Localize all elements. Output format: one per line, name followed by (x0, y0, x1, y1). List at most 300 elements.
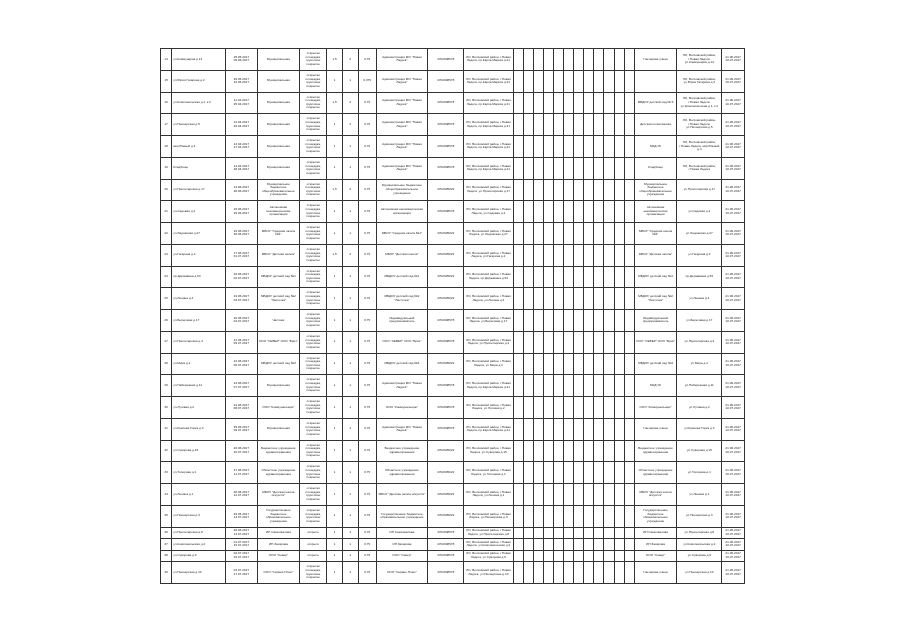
cell-empty (614, 49, 624, 71)
cell-b: 1 (342, 136, 358, 158)
cell-empty (574, 136, 584, 158)
cell-empty (553, 527, 563, 539)
cell-src: ул.Пионерская д.3 (677, 505, 722, 527)
cell-type: открытая площадка, грунтовое покрытие (300, 179, 327, 201)
cell-owner: ООО "Север" (376, 550, 428, 562)
cell-empty (614, 266, 624, 288)
cell-empty (564, 562, 574, 584)
cell-d2: 21.06.2017 10.07.2017 (722, 397, 745, 419)
cell-cat: Областное учреждение здравоохранения (257, 462, 300, 484)
cell-type: открытая площадка, грунтовое покрытие (300, 288, 327, 310)
cell-empty (574, 114, 584, 136)
cell-empty (574, 70, 584, 92)
cell-dates: 13.04.2017 27.04.2017 (226, 136, 257, 158)
cell-n: 31 (161, 418, 172, 440)
cell-a: 1 (327, 527, 343, 539)
table-row (161, 244, 745, 266)
cell-inn: 4702005022 (428, 505, 464, 527)
cell-addr: ул.Ленина д.1 (172, 484, 226, 506)
cell-empty (513, 331, 523, 353)
cell-empty (604, 201, 614, 223)
cell-empty (614, 201, 624, 223)
cell-empty (604, 179, 614, 201)
cell-type: открытая площадка, грунтовое покрытие (300, 484, 327, 506)
cell-inn: 4702005022 (428, 179, 464, 201)
cell-b: 2 (342, 114, 358, 136)
table-row (161, 310, 745, 332)
cell-dates: 28.06.2017 12.07.2017 (226, 484, 257, 506)
cell-empty (624, 157, 634, 179)
cell-empty (624, 244, 634, 266)
cell-empty (584, 70, 594, 92)
cell-empty (533, 527, 543, 539)
cell-empty (574, 550, 584, 562)
cell-cat: МБДОУ детский сад №3 (257, 353, 300, 375)
cell-empty (564, 244, 574, 266)
cell-empty (523, 397, 533, 419)
cell-empty (564, 462, 574, 484)
cell-inn: 4702005022 (428, 266, 464, 288)
cell-cat: МБДОУ детский сад №2 "Ласточка" (257, 288, 300, 310)
cell-d2: 21.06.2017 10.07.2017 (722, 353, 745, 375)
cell-c: 0,75 (358, 201, 376, 223)
cell-src: ул.Пролетарская д.4 (677, 331, 722, 353)
cell-empty (594, 136, 604, 158)
cell-type: открытая площадка, грунтовое покрытие (300, 353, 327, 375)
cell-empty (584, 49, 594, 71)
cell-b: 1 (342, 527, 358, 539)
cell-empty (574, 505, 584, 527)
cell-empty (614, 157, 624, 179)
cell-b: 1 (342, 397, 358, 419)
cell-n: 18 (161, 136, 172, 158)
cell-cat: ООО "СЕВЕР" ООО "Бриз" (257, 331, 300, 353)
cell-oaddr: ЛО, Волховский район, г.Новая Ладога, ул.Топорова д.1 (464, 462, 513, 484)
cell-src: ул.Пионерская д.10 (677, 562, 722, 584)
cell-empty (513, 157, 523, 179)
cell-empty (553, 484, 563, 506)
cell-src: ЛО, Волховский район, г.Новая Ладога, ул.Пионерская д.5 (677, 114, 722, 136)
cell-d2: 21.06.2017 10.07.2017 (722, 92, 745, 114)
cell-c: 0,75 (358, 157, 376, 179)
cell-empty (604, 49, 614, 71)
cell-empty (533, 244, 543, 266)
cell-c: 0,75 (358, 331, 376, 353)
cell-empty (564, 288, 574, 310)
cell-empty (584, 157, 594, 179)
cell-a: 1 (327, 418, 343, 440)
cell-empty (584, 440, 594, 462)
cell-n: 15 (161, 70, 172, 92)
cell-empty (564, 49, 574, 71)
cell-n: 14 (161, 49, 172, 71)
cell-c: 0,75 (358, 288, 376, 310)
cell-src: ЛО, Волховский район, г.Новая Ладога (677, 157, 722, 179)
cell-oaddr: ЛО, Волховский район, г.Новая Ладога, ул.Луговая д.2 (464, 397, 513, 419)
cell-empty (543, 550, 553, 562)
cell-addr: ул.Гагарина д.2 (172, 244, 226, 266)
cell-empty (624, 550, 634, 562)
cell-empty (574, 353, 584, 375)
cell-addr: пр.Державина д.54 (172, 266, 226, 288)
cell-empty (584, 505, 594, 527)
cell-d2: 21.06.2017 10.07.2017 (722, 375, 745, 397)
cell-inn: 4702008578 (428, 331, 464, 353)
cell-empty (533, 114, 543, 136)
cell-empty (543, 179, 553, 201)
table-row (161, 70, 745, 92)
cell-c: 0,75 (358, 49, 376, 71)
cell-srv: МБОУ "Детская школа искусств" (634, 484, 677, 506)
table-row (161, 92, 745, 114)
cell-src: ул.Топорова д.1 (677, 462, 722, 484)
cell-src: ул.Ладожская д.27 (677, 223, 722, 245)
cell-empty (604, 92, 614, 114)
cell-a: 1 (327, 223, 343, 245)
cell-a: 1 (327, 266, 343, 288)
cell-oaddr: ЛО, Волховский район, г.Новая Ладога, пр.Карла Маркса д.21 (464, 136, 513, 158)
table-row (161, 157, 745, 179)
cell-dates: 03.07.2017 17.07.2017 (226, 562, 257, 584)
cell-empty (584, 244, 594, 266)
cell-empty (553, 310, 563, 332)
cell-empty (533, 223, 543, 245)
table-row (161, 440, 745, 462)
cell-empty (614, 310, 624, 332)
cell-addr: ул.Пролетарская д.8 (172, 527, 226, 539)
cell-srv: ИП Захарова (634, 539, 677, 551)
cell-d2: 21.06.2017 10.07.2017 (722, 310, 745, 332)
cell-inn: 4702008578 (428, 418, 464, 440)
cell-src: ЛО, Волховский район, г.Новая Ладога, ул.Комсомольская д.1, к.2 (677, 92, 722, 114)
cell-empty (564, 539, 574, 551)
cell-empty (533, 288, 543, 310)
cell-addr: ул.Ленина д.4 (172, 288, 226, 310)
cell-empty (553, 288, 563, 310)
cell-empty (553, 397, 563, 419)
cell-dates: 11.04.2017 25.04.2017 (226, 92, 257, 114)
cell-empty (513, 550, 523, 562)
cell-oaddr: ЛО, Волховский район, г.Новая Ладога, ул.Пионерская д.3 (464, 505, 513, 527)
cell-d2: 21.06.2017 10.07.2017 (722, 527, 745, 539)
cell-type: открытая площадка, грунтовое покрытие (300, 92, 327, 114)
cell-owner: Государственное бюджетное образовательное учреждение (376, 505, 428, 527)
cell-empty (614, 92, 624, 114)
cell-dates: 16.06.2017 30.06.2017 (226, 223, 257, 245)
cell-type: открытая площадка, грунтовое покрытие (300, 114, 327, 136)
cell-src: ул.Суворова д.15 (677, 440, 722, 462)
cell-empty (594, 157, 604, 179)
cell-type: открытая площадка, грунтовое покрытие (300, 440, 327, 462)
cell-empty (523, 353, 533, 375)
cell-a: 1 (327, 70, 343, 92)
cell-srv: Государственное бюджетное образовательное учреждение (634, 505, 677, 527)
cell-inn: 4702008578 (428, 201, 464, 223)
cell-empty (523, 288, 533, 310)
cell-dates: 21.06.2017 05.07.2017 (226, 331, 257, 353)
cell-dates: 30.06.2017 14.07.2017 (226, 527, 257, 539)
cell-addr: ул.Суворова д.9 (172, 550, 226, 562)
cell-empty (564, 157, 574, 179)
cell-empty (584, 136, 594, 158)
cell-oaddr: ЛО, Волховский район, г.Новая Ладога, ул.Комсомольская д.2 (464, 539, 513, 551)
cell-empty (624, 92, 634, 114)
cell-cat: Муниципальная (257, 418, 300, 440)
cell-empty (533, 331, 543, 353)
cell-cat: МБОУ "Средняя школа №1" (257, 223, 300, 245)
cell-owner: Индивидуальный предприниматель (376, 310, 428, 332)
cell-oaddr: ЛО, Волховский район, г.Новая Ладога, пр.Карла Маркса д.21 (464, 418, 513, 440)
cell-type: открытая площадка, грунтовое покрытие (300, 375, 327, 397)
cell-c: 0,75 (358, 418, 376, 440)
cell-empty (553, 201, 563, 223)
cell-addr: ул.Комсомольская д.1, к.2 (172, 92, 226, 114)
cell-n: 39 (161, 562, 172, 584)
cell-empty (553, 157, 563, 179)
cell-empty (543, 353, 553, 375)
cell-empty (533, 505, 543, 527)
cell-srv: Муниципальное бюджетное общеобразовательное учреждение (634, 179, 677, 201)
cell-empty (523, 266, 533, 288)
table-row (161, 375, 745, 397)
cell-type: открытая площадка, грунтовое покрытие (300, 136, 327, 158)
cell-empty (513, 49, 523, 71)
cell-empty (564, 331, 574, 353)
cell-srv: МКД УК (634, 136, 677, 158)
cell-empty (594, 49, 604, 71)
cell-c: 0,75 (358, 266, 376, 288)
cell-empty (594, 484, 604, 506)
cell-b: 1 (342, 310, 358, 332)
cell-c: 0,75 (358, 440, 376, 462)
cell-type: открытая площадка, грунтовое покрытие (300, 397, 327, 419)
cell-n: 29 (161, 375, 172, 397)
cell-dates: 02.07.2017 16.07.2017 (226, 550, 257, 562)
cell-d2: 21.06.2017 10.07.2017 (722, 157, 745, 179)
cell-empty (564, 375, 574, 397)
cell-empty (614, 550, 624, 562)
cell-empty (523, 375, 533, 397)
cell-empty (553, 440, 563, 462)
cell-empty (553, 375, 563, 397)
cell-empty (624, 49, 634, 71)
cell-empty (604, 527, 614, 539)
cell-empty (614, 223, 624, 245)
cell-b: 2 (342, 179, 358, 201)
cell-empty (513, 505, 523, 527)
table-row (161, 201, 745, 223)
cell-empty (624, 310, 634, 332)
cell-empty (574, 49, 584, 71)
cell-owner: Администрация МО "Новая Ладога" (376, 49, 428, 71)
cell-d2: 21.06.2017 10.07.2017 (722, 136, 745, 158)
cell-empty (564, 418, 574, 440)
cell-b: 1 (342, 484, 358, 506)
cell-d2: 21.06.2017 10.07.2017 (722, 244, 745, 266)
cell-empty (533, 266, 543, 288)
cell-empty (513, 527, 523, 539)
cell-addr: ул.Пионерская д.10 (172, 562, 226, 584)
cell-c: 0,75 (358, 310, 376, 332)
cell-empty (574, 331, 584, 353)
cell-empty (574, 462, 584, 484)
cell-owner: МБОУ "Детская школа" (376, 244, 428, 266)
cell-owner: Бюджетное учреждение здравоохранения (376, 440, 428, 462)
cell-c: 0,75 (358, 527, 376, 539)
cell-b: 1 (342, 550, 358, 562)
cell-d2: 21.06.2017 10.07.2017 (722, 223, 745, 245)
cell-inn: 4702008578 (428, 397, 464, 419)
cell-c: 0,75 (358, 223, 376, 245)
cell-oaddr: ЛО, Волховский район, г.Новая Ладога, ул.Ладожская д.27 (464, 223, 513, 245)
cell-b: 2 (342, 244, 358, 266)
cell-empty (604, 70, 614, 92)
cell-type: открытая площадка, грунтовое покрытие (300, 157, 327, 179)
cell-a: 1,5 (327, 179, 343, 201)
cell-src: ул.Береговая д.17 (677, 310, 722, 332)
cell-owner: Муниципальное бюджетное общеобразовательное учреждение (376, 179, 428, 201)
cell-cat: ООО "Север" (257, 550, 300, 562)
cell-c: 0,75 (358, 244, 376, 266)
cell-empty (564, 114, 574, 136)
cell-cat: Государственное бюджетное образовательное учреждение (257, 505, 300, 527)
table-row (161, 418, 745, 440)
cell-cat: ООО "Коммунальщик" (257, 397, 300, 419)
cell-empty (604, 157, 614, 179)
cell-empty (564, 201, 574, 223)
cell-empty (604, 484, 614, 506)
cell-c: 0,375 (358, 70, 376, 92)
cell-empty (624, 288, 634, 310)
table-row (161, 539, 745, 551)
cell-empty (584, 223, 594, 245)
cell-n: 23 (161, 244, 172, 266)
cell-inn: 4702008578 (428, 157, 464, 179)
cell-c: 0,75 (358, 114, 376, 136)
cell-empty (584, 562, 594, 584)
cell-owner: Администрация МО "Новая Ладога" (376, 92, 428, 114)
cell-empty (594, 179, 604, 201)
cell-empty (523, 562, 533, 584)
cell-empty (513, 136, 523, 158)
cell-empty (513, 288, 523, 310)
cell-a: 1 (327, 331, 343, 353)
cell-empty (543, 157, 553, 179)
cell-empty (604, 462, 614, 484)
cell-empty (523, 114, 533, 136)
cell-empty (584, 375, 594, 397)
cell-src: ул.Комсомольская д.2 (677, 539, 722, 551)
cell-addr: ул.Коммунаров д.14 (172, 49, 226, 71)
cell-empty (523, 244, 533, 266)
cell-empty (543, 92, 553, 114)
cell-oaddr: ЛО, Волховский район, г.Новая Ладога, ул.Пионерская д.10 (464, 562, 513, 584)
cell-type: открытая площадка, грунтовое покрытие (300, 223, 327, 245)
cell-srv: Детская поликлиника (634, 114, 677, 136)
cell-oaddr: ЛО, Волховский район, г.Новая Ладога, пр.Карла Маркса д.21 (464, 92, 513, 114)
cell-empty (523, 539, 533, 551)
cell-empty (584, 353, 594, 375)
cell-empty (594, 70, 604, 92)
cell-srv: МБОУ "Средняя школа №1" (634, 223, 677, 245)
cell-cat: Муниципальная (257, 157, 300, 179)
cell-dates: 25.06.2017 09.07.2017 (226, 418, 257, 440)
cell-empty (604, 331, 614, 353)
cell-d2: 21.06.2017 10.07.2017 (722, 440, 745, 462)
cell-empty (594, 114, 604, 136)
cell-n: 35 (161, 505, 172, 527)
cell-n: 25 (161, 288, 172, 310)
cell-empty (523, 550, 533, 562)
cell-addr: ул.Топорова д.1 (172, 462, 226, 484)
cell-empty (574, 562, 584, 584)
cell-b: 1 (342, 353, 358, 375)
cell-d2: 21.06.2017 10.07.2017 (722, 49, 745, 71)
cell-cat: МБОУ "Детская школа искусств" (257, 484, 300, 506)
cell-owner: Администрация МО "Новая Ладога" (376, 136, 428, 158)
cell-c: 0,75 (358, 179, 376, 201)
cell-empty (624, 562, 634, 584)
cell-inn: 4702008578 (428, 539, 464, 551)
cell-empty (594, 539, 604, 551)
cell-dates: 20.06.2017 04.07.2017 (226, 310, 257, 332)
cell-oaddr: ЛО, Волховский район, г.Новая Ладога, ул.Пролетарская д.17 (464, 179, 513, 201)
cell-empty (624, 397, 634, 419)
cell-empty (523, 179, 533, 201)
cell-b: 1 (342, 157, 358, 179)
cell-src: ЛО, Волховский район, г.Новая Ладога, мкр.Южный д.4 (677, 136, 722, 158)
cell-owner: МБДОУ детский сад №1 (376, 266, 428, 288)
cell-n: 26 (161, 310, 172, 332)
cell-empty (513, 92, 523, 114)
cell-addr: ул.Набережная д.11 (172, 375, 226, 397)
cell-srv: МБДОУ детский сад №2 "Ласточка" (634, 288, 677, 310)
cell-empty (604, 440, 614, 462)
cell-c: 0,75 (358, 505, 376, 527)
cell-cat: Муниципальная (257, 70, 300, 92)
cell-empty (584, 266, 594, 288)
cell-c: 0,75 (358, 539, 376, 551)
cell-empty (574, 539, 584, 551)
cell-n: 32 (161, 440, 172, 462)
cell-empty (594, 331, 604, 353)
cell-src: ул.Садовая д.4 (677, 201, 722, 223)
cell-empty (614, 375, 624, 397)
cell-empty (614, 562, 624, 584)
cell-empty (594, 92, 604, 114)
cell-cat: Частная (257, 310, 300, 332)
cell-dates: 01.07.2017 15.07.2017 (226, 539, 257, 551)
cell-addr: ул.Мира д.2 (172, 353, 226, 375)
cell-b: 1 (342, 505, 358, 527)
registry-table (160, 48, 745, 584)
cell-empty (624, 114, 634, 136)
cell-empty (604, 114, 614, 136)
cell-empty (584, 484, 594, 506)
cell-a: 1 (327, 505, 343, 527)
cell-inn: 4702005022 (428, 484, 464, 506)
cell-n: 27 (161, 331, 172, 353)
cell-empty (523, 92, 533, 114)
cell-empty (624, 179, 634, 201)
cell-empty (614, 70, 624, 92)
cell-empty (614, 331, 624, 353)
cell-empty (614, 418, 624, 440)
cell-d2: 21.06.2017 10.07.2017 (722, 201, 745, 223)
cell-b: 1 (342, 331, 358, 353)
cell-srv: Гончарова улица (634, 562, 677, 584)
cell-inn: 4702008578 (428, 562, 464, 584)
